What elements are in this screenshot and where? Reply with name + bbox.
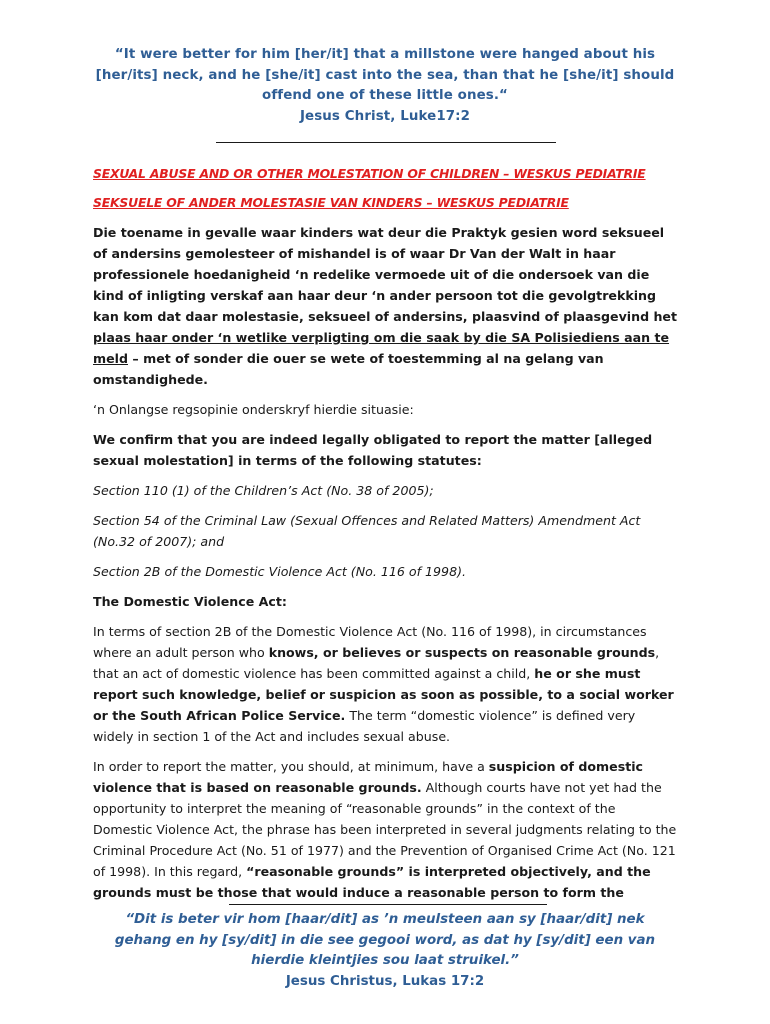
header-divider xyxy=(216,142,556,143)
p-dva-section xyxy=(93,621,678,747)
p-statute-3 xyxy=(93,561,678,582)
text-segment: Section 2B of the Domestic Violence Act (No. 116 of 1998). xyxy=(93,564,467,579)
footer-quote: “Dit is beter vir hom [haar/dit] as ’n meulsteen aan sy [haar/dit] nek gehang en hy [sy/dit] in die see gegooi word, as dat hy [sy/dit] een van hierdie kleintjies sou laat struikel.” xyxy=(114,912,656,968)
heading-afrikaans: SEKSUELE OF ANDER MOLESTASIE VAN KINDERS – WESKUS PEDIATRIE xyxy=(93,195,569,210)
text-segment: – met of sonder die ouer se wete of toestemming al na gelang van omstandighede. xyxy=(93,351,604,387)
p-reasonable-grounds xyxy=(93,756,678,903)
text-segment: , that an act of domestic violence has been committed against a child, xyxy=(93,645,660,681)
text-segment: Section 110 (1) of the Children’s Act (No. 38 of 2005); xyxy=(93,483,434,498)
text-segment: We confirm that you are indeed legally obligated to report the matter [alleged sexual molestation] in terms of the following statutes: xyxy=(93,432,653,468)
text-segment: knows, or believes or suspects on reasonable grounds xyxy=(268,645,656,660)
p-legal-opinion xyxy=(93,399,678,420)
header-quote-block xyxy=(90,45,680,127)
text-segment: The term “domestic violence” is defined very widely in section 1 of the Act and includes sexual abuse. xyxy=(93,708,636,744)
footer-quote-block xyxy=(95,910,675,992)
footer-divider xyxy=(229,904,547,905)
text-segment: “reasonable grounds” is interpreted objectively, and the grounds must be those that would induce a reasonable person to form the xyxy=(93,864,651,900)
text-segment: In terms of section 2B of the Domestic Violence Act (No. 116 of 1998), in circumstances where an adult person who xyxy=(93,624,647,660)
text-segment: ‘n Onlangse regsopinie onderskryf hierdie situasie: xyxy=(93,402,414,417)
text-segment: Section 54 of the Criminal Law (Sexual Offences and Related Matters) Amendment Act (No.32 of 2007); and xyxy=(93,513,641,549)
paragraphs xyxy=(93,222,678,903)
text-segment: Die toename in gevalle waar kinders wat deur die Praktyk gesien word seksueel of andersins gemolesteer of mishandel is of waar Dr Van der Walt in haar professionele hoedanigheid ‘n redelike vermoede uit of die ondersoek van die kind of inligting verskaf aan haar deur ‘n ander persoon tot die gevolgtrekking kan kom dat daar molestasie, seksueel of andersins, plaasvind of plaasgevind het xyxy=(93,225,677,324)
p-confirm xyxy=(93,429,678,471)
p-statute-1 xyxy=(93,480,678,501)
text-segment: he or she must report such knowledge, belief or suspicion as soon as possible, to a social worker or the South African Police Service. xyxy=(93,666,674,723)
header-attribution: Jesus Christ, Luke17:2 xyxy=(299,108,471,124)
p-statute-2 xyxy=(93,510,678,552)
p-dva-heading xyxy=(93,591,678,612)
text-segment: The Domestic Violence Act: xyxy=(93,594,287,609)
header-quote: “It were better for him [her/it] that a millstone were hanged about his [her/its] neck, and he [she/it] cast into the sea, than that he [she/it] should offend one of these little ones.“ xyxy=(95,47,675,103)
text-segment: plaas haar onder ‘n wetlike verpligting om die saak by die SA Polisiediens aan te meld xyxy=(93,330,670,366)
text-segment: suspicion of domestic violence that is based on reasonable grounds. xyxy=(93,759,644,795)
heading-english: SEXUAL ABUSE AND OR OTHER MOLESTATION OF CHILDREN – WESKUS PEDIATRIE xyxy=(93,166,646,181)
document-body xyxy=(93,163,678,912)
p-afrikaans-intro xyxy=(93,222,678,390)
text-segment: Although courts have not yet had the opportunity to interpret the meaning of “reasonable grounds” in the context of the Domestic Violence Act, the phrase has been interpreted in several judgments relating to the Criminal Procedure Act (No. 51 of 1977) and the Prevention of Organised Crime Act (No. 121 of 1998). In this regard, xyxy=(93,780,677,879)
text-segment: In order to report the matter, you should, at minimum, have a xyxy=(93,759,489,774)
footer-attribution: Jesus Christus, Lukas 17:2 xyxy=(285,973,485,989)
